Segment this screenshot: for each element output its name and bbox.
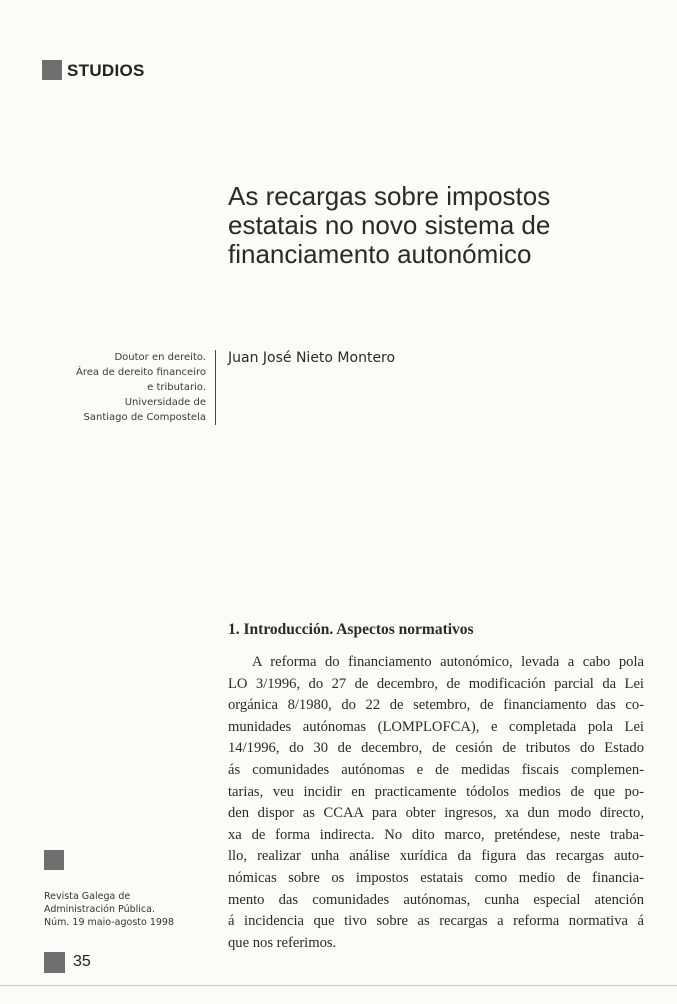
section-label: STUDIOS	[67, 61, 145, 80]
journal-citation	[44, 890, 174, 929]
title-line: estatais no novo sistema de	[228, 210, 551, 240]
affiliation-line: Área de dereito financeiro	[76, 367, 206, 378]
body-line: llo, realizar unha análise xurídica da figura das recargas auto-	[228, 848, 644, 865]
body-line: orgánica 8/1980, do 22 de setembro, de financiamento das co-	[228, 697, 644, 714]
body-line: munidades autónomas (LOMPLOFCA), e completada pola Lei	[228, 718, 644, 735]
page-number-marker-square	[44, 952, 65, 973]
body-paragraph	[228, 652, 644, 954]
journal-line: Núm. 19 maio-agosto 1998	[44, 917, 175, 928]
body-line: tarias, veu incidir en practicamente tódolos medios de que po-	[228, 783, 644, 800]
body-line: á incidencia que tivo sobre as recargas a reforma normativa á	[228, 913, 644, 930]
page-bottom-rule	[0, 985, 677, 986]
page-number: 35	[73, 953, 91, 970]
body-line: que nos referimos.	[228, 934, 337, 951]
body-line: 14/1996, do 30 de decembro, de cesión de tributos do Estado	[228, 740, 644, 757]
affiliation-line: Santiago de Compostela	[83, 412, 206, 423]
body-line: LO 3/1996, do 27 de decembro, de modificación parcial da Lei	[228, 675, 644, 692]
affiliation-line: Doutor en dereito.	[114, 352, 206, 363]
article-title	[228, 182, 648, 269]
title-line: As recargas sobre impostos	[228, 181, 551, 211]
section-marker-square	[42, 60, 62, 80]
affiliation-line: Universidade de	[124, 397, 206, 408]
body-line: nómicas sobre os impostos estatais como medio de financia-	[228, 869, 644, 886]
author-name: Juan José Nieto Montero	[228, 350, 396, 366]
affiliation-line: e tributario.	[147, 382, 206, 393]
journal-line: Administración Pública.	[44, 904, 155, 915]
journal-marker-square	[44, 850, 64, 870]
title-line: financiamento autonómico	[228, 239, 532, 269]
body-line: den dispor as CCAA para obter ingresos, xa dun modo directo,	[228, 805, 644, 822]
body-line: mento das comunidades autónomas, cunha especial atención	[228, 891, 644, 908]
body-line: xa de forma indirecta. No dito marco, preténdese, neste traba-	[228, 826, 644, 843]
section-heading: 1. Introducción. Aspectos normativos	[228, 621, 474, 638]
author-affiliation	[50, 350, 206, 425]
affiliation-divider	[215, 350, 216, 425]
body-line: ás comunidades autónomas e de medidas fiscais complemen-	[228, 761, 644, 778]
journal-line: Revista Galega de	[44, 891, 131, 902]
body-line: A reforma do financiamento autonómico, levada a cabo pola	[252, 654, 644, 670]
